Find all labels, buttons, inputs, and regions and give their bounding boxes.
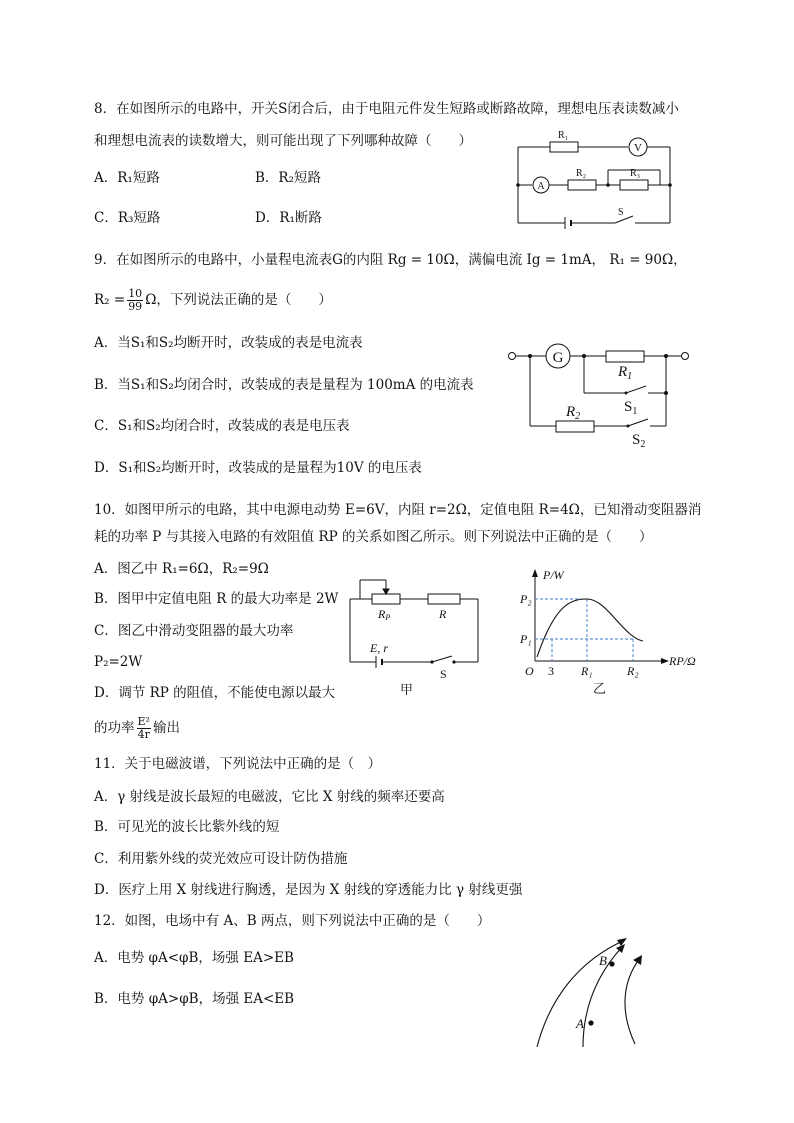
q8-label-v: V	[634, 142, 642, 154]
q12-arrow-1	[617, 938, 627, 946]
q12-option-a: A．电势 φA<φB，场强 EA>EB	[94, 950, 294, 966]
q8-circuit-diagram	[510, 125, 680, 230]
q12-arrow-3	[633, 955, 642, 965]
q10-label-er: E, r	[370, 641, 388, 655]
q10-caption-yi: 乙	[593, 681, 607, 695]
q12-stem: 12．如图，电场中有 A、B 两点，则下列说法中正确的是（ ）	[94, 913, 491, 929]
q9-label-g: G	[552, 350, 564, 366]
q8-option-b: B．R₂短路	[255, 170, 321, 186]
q9-label-s1: $S_1$	[624, 399, 638, 417]
q11-option-b: B．可见光的波长比紫外线的短	[94, 819, 280, 835]
q8-option-c: C．R₃短路	[94, 210, 161, 226]
q12-option-b: B．电势 φA>φB，场强 EA<EB	[94, 991, 295, 1007]
q11-option-d: D．医疗上用 X 射线进行胸透，是因为 X 射线的穿透能力比 γ 射线更强	[94, 882, 523, 898]
q10-label-origin: O	[525, 664, 534, 678]
q8-r3-resistor	[620, 180, 648, 190]
q10-ylabel: P/W	[543, 568, 564, 582]
q10-stem-line2: 耗的功率 P 与其接入电路的有效阻值 RP 的关系如图乙所示。则下列说法中正确的是（ ）	[94, 529, 653, 545]
q8-label-a: A	[537, 181, 545, 192]
q10-label-s: S	[440, 667, 447, 681]
q9-fraction: $\frac{10}{99}$	[128, 287, 143, 314]
q8-label-r2: R₂	[576, 168, 587, 179]
q8-r1-resistor	[550, 142, 578, 152]
q10-label-p2: P₂	[520, 592, 532, 606]
q10-fraction: $\frac{\text{E²}}{4r}$	[137, 715, 150, 742]
q10-rp-resistor	[372, 594, 400, 604]
q10-option-d-line2	[94, 716, 180, 741]
q10-option-b: B．图甲中定值电阻 R 的最大功率是 2W	[94, 591, 339, 607]
q10-option-d-post: 输出	[152, 720, 180, 737]
q10-label-r: R	[439, 607, 447, 621]
q10-stem-line1: 10．如图甲所示的电路，其中电源电动势 E=6V，内阻 r=2Ω，定值电阻 R=4Ω，已知滑动变阻器消	[94, 502, 702, 518]
q8-option-d: D．R₁断路	[255, 210, 322, 226]
q10-circuit-jia	[340, 572, 485, 697]
q10-option-c-line1: C．图乙中滑动变阻器的最大功率	[94, 623, 294, 639]
q8-stem-line1: 8．在如图所示的电路中，开关S闭合后，由于电阻元件发生短路或断路故障，理想电压表读数减小	[94, 101, 679, 117]
q9-r2-resistor	[556, 421, 594, 432]
q9-option-a: A．当S₁和S₂均断开时，改装成的表是电流表	[94, 335, 363, 351]
q11-option-c: C．利用紫外线的荧光效应可设计防伪措施	[94, 851, 348, 867]
q9-r1-resistor	[606, 351, 644, 362]
q9-option-b: B．当S₁和S₂均闭合时，改装成的表是量程为 100mA 的电流表	[94, 377, 474, 393]
q9-stem-line1: 9．在如图所示的电路中，小量程电流表G的内阻 Rg = 10Ω，满偏电流 Ig = 1mA， R₁ = 90Ω，	[94, 252, 687, 268]
q9-stem-line2	[94, 288, 332, 313]
q12-label-b: B	[599, 953, 607, 968]
q8-stem-line2: 和理想电流表的读数增大，则可能出现了下列哪种故障（ ）	[94, 133, 472, 149]
q10-graph-yi	[515, 565, 710, 695]
q9-label-r1: $R_1$	[618, 364, 633, 382]
q8-label-s: S	[618, 207, 624, 218]
q11-stem: 11．关于电磁波谱，下列说法中正确的是（ ）	[94, 756, 382, 772]
q9-stem-tail: Ω，下列说法正确的是（ ）	[145, 292, 332, 309]
q9-r2-label: R₂ =	[94, 292, 126, 309]
q9-label-s2: $S_2$	[632, 432, 646, 450]
q9-label-r2: $R_2$	[566, 404, 581, 422]
q8-r2-resistor	[568, 180, 596, 190]
q12-point-a	[588, 1020, 593, 1025]
q10-label-xr2: R₂	[627, 664, 639, 678]
q9-option-d: D．S₁和S₂均断开时，改装成的是量程为10V 的电压表	[94, 460, 422, 476]
q10-r-resistor	[428, 594, 460, 604]
q11-option-a: A．γ 射线是波长最短的电磁波，它比 X 射线的频率还要高	[94, 789, 445, 805]
q10-label-rp: RP	[378, 607, 391, 622]
q10-option-d-pre: 的功率	[94, 720, 135, 737]
q10-power-curve	[537, 599, 643, 657]
q12-field-lines	[525, 932, 660, 1050]
q10-caption-jia: 甲	[400, 682, 414, 697]
q10-option-c-line2: P₂=2W	[94, 654, 143, 670]
q10-option-d-line1: D．调节 RP 的阻值，不能使电源以最大	[94, 685, 336, 701]
q10-label-p1: P₁	[520, 632, 532, 646]
q9-circuit-diagram	[500, 338, 700, 453]
q10-label-xr1: R₁	[581, 664, 593, 678]
q8-label-r3: R₃	[630, 168, 641, 179]
q9-option-c: C．S₁和S₂均闭合时，改装成的表是电压表	[94, 418, 350, 434]
q12-field-line-3	[625, 958, 640, 1044]
q10-label-x3: 3	[548, 664, 554, 678]
q8-label-r1: R₁	[558, 130, 569, 141]
q12-label-a: A	[576, 1016, 584, 1031]
q12-point-b	[609, 961, 614, 966]
q10-xlabel: RP/Ω	[669, 654, 696, 668]
q8-option-a: A．R₁短路	[94, 170, 160, 186]
q10-option-a: A．图乙中 R₁=6Ω，R₂=9Ω	[94, 561, 269, 577]
